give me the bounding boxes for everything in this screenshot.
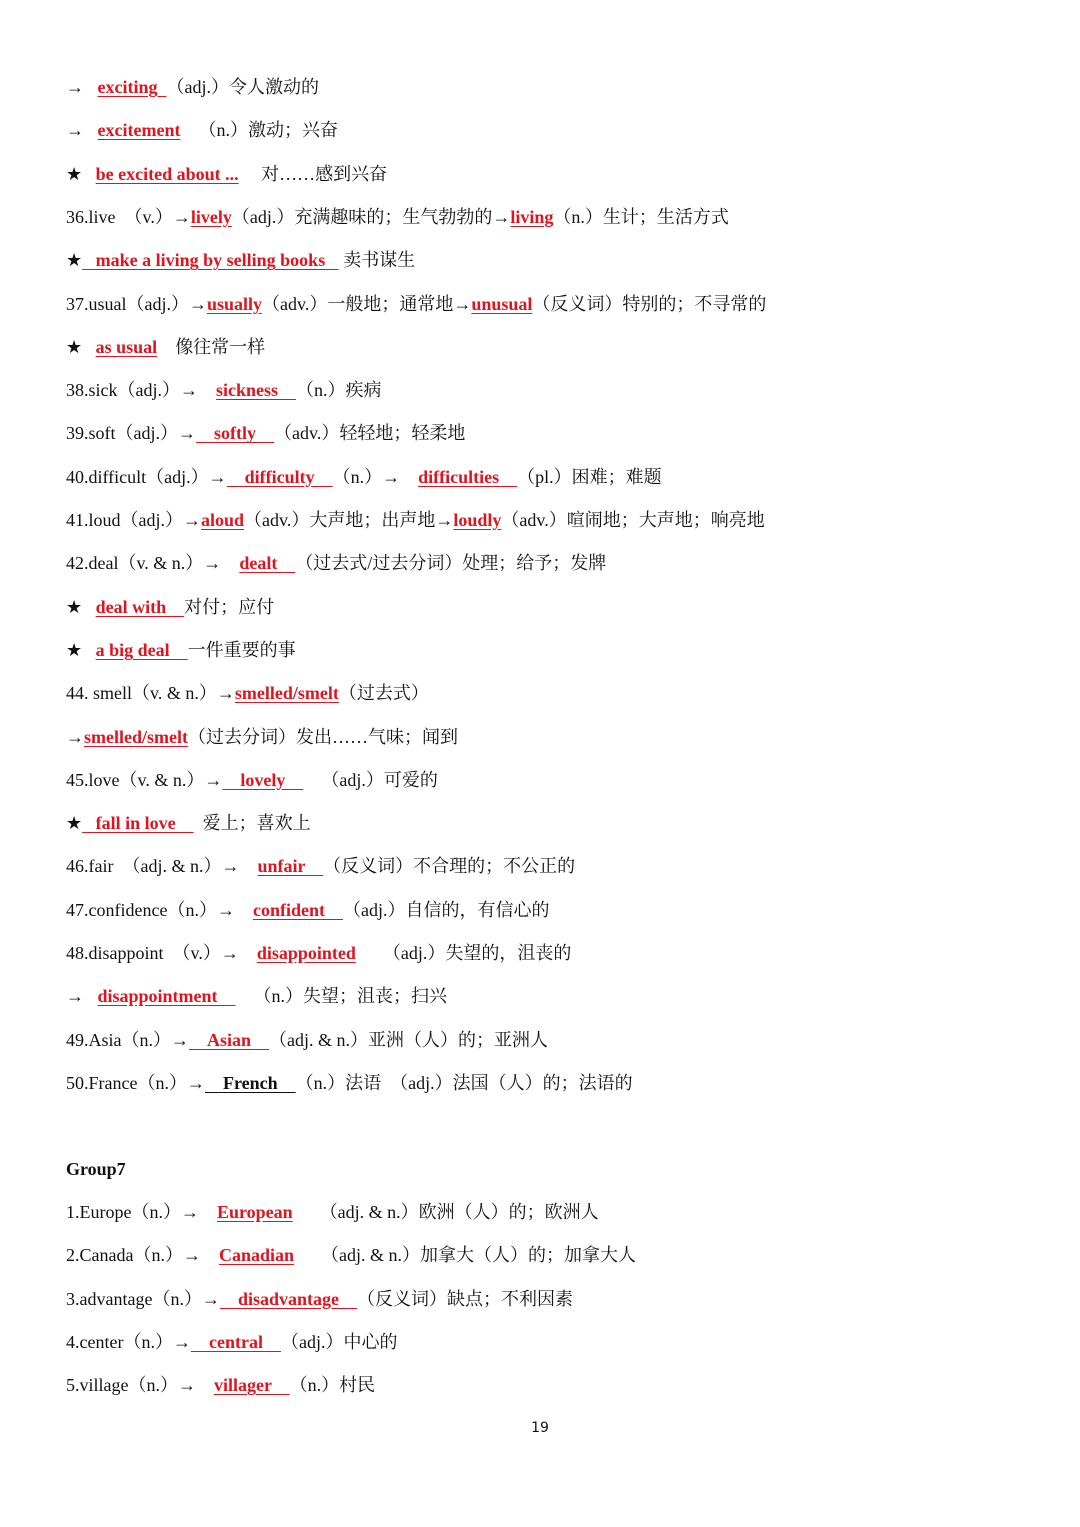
answer-text: difficulty	[226, 466, 333, 487]
line-text: 38.sick（adj.）→	[66, 380, 216, 401]
line-text: 37.usual（adj.）→	[66, 293, 207, 314]
line-text: （adj. & n.）亚洲（人）的；亚洲人	[269, 1029, 549, 1050]
vocab-line	[66, 75, 319, 99]
vocab-line	[66, 421, 465, 445]
line-text: （adv.）大声地；出声地→	[244, 510, 454, 530]
line-text: （n.）村民	[289, 1375, 376, 1396]
answer-text: sickness	[216, 380, 297, 401]
line-text: 爱上；喜欢上	[193, 813, 311, 834]
line-text: （反义词）不合理的；不公正的	[323, 856, 576, 877]
answer-text: lovely	[222, 769, 304, 790]
group-title: Group7	[66, 1159, 126, 1179]
vocab-line	[66, 854, 575, 878]
line-text: 49.Asia（n.）→	[66, 1029, 189, 1050]
line-text: （n.）激动；兴奋	[180, 120, 338, 141]
line-text: →	[66, 77, 98, 97]
answer-text: European	[216, 1202, 293, 1222]
line-text: （pl.）困难；难题	[517, 466, 662, 487]
line-text: 46.fair （adj. & n.）→	[66, 856, 258, 877]
line-text: 对……感到兴奋	[238, 163, 388, 184]
line-text: （adj. & n.）加拿大（人）的；加拿大人	[294, 1245, 637, 1266]
answer-text: smelled/smelt	[234, 683, 339, 704]
line-text: （n.）→	[332, 466, 419, 487]
vocab-line	[66, 551, 606, 575]
line-text: 4.center（n.）→	[66, 1331, 191, 1352]
line-text: 1.Europe（n.）→	[66, 1202, 217, 1222]
vocab-line	[66, 1330, 397, 1354]
line-text: （n.）生计；生活方式	[553, 206, 729, 227]
vocab-line	[66, 984, 447, 1008]
vocab-line	[66, 681, 429, 705]
line-text: （adv.）喧闹地；大声地；响亮地	[501, 510, 765, 530]
line-text: （n.）法语 （adj.）法国（人）的；法语的	[295, 1072, 633, 1093]
line-text: （n.）失望；沮丧；扫兴	[235, 986, 448, 1007]
answer-text: unfair	[257, 856, 324, 877]
vocab-line	[66, 811, 311, 835]
answer-text: central	[190, 1331, 281, 1352]
line-text: 像往常一样	[157, 336, 266, 357]
vocab-line	[66, 725, 458, 749]
vocab-line	[66, 595, 274, 619]
line-text: 对付；应付	[184, 596, 275, 617]
vocab-line	[66, 292, 766, 316]
answer-text: disappointment	[97, 986, 236, 1007]
line-text: （过去式）	[338, 683, 429, 704]
answer-text: a big deal	[95, 639, 188, 660]
vocab-line	[66, 1373, 375, 1397]
line-text: （adv.）一般地；通常地→	[262, 293, 472, 314]
line-text: 40.difficult（adj.）→	[66, 466, 227, 487]
vocab-line	[66, 768, 438, 792]
line-text: （反义词）缺点；不利因素	[357, 1288, 573, 1309]
line-text: 42.deal（v. & n.）→	[66, 553, 240, 574]
vocab-line	[66, 1071, 633, 1095]
line-text: （adj.）失望的，沮丧的	[355, 943, 572, 963]
line-text: 41.loud（adj.）→	[66, 510, 201, 530]
answer-text: be excited about ...	[95, 163, 239, 184]
line-text: （adj.）可爱的	[303, 769, 438, 790]
line-text: 卖书谋生	[338, 250, 416, 271]
line-text: 一件重要的事	[187, 639, 296, 660]
vocab-line	[66, 1200, 599, 1224]
answer-text: as usual	[95, 336, 158, 357]
answer-text: lively	[190, 206, 232, 227]
line-text: （n.）疾病	[296, 380, 382, 401]
answer-text: living	[510, 206, 554, 227]
answer-text: unusual	[471, 293, 533, 314]
answer-text: excitement	[97, 120, 181, 141]
line-text: ★	[66, 639, 96, 660]
line-text: （过去式/过去分词）处理；给予；发牌	[295, 553, 607, 574]
answer-text: French	[204, 1072, 296, 1093]
answer-text: fall in love	[82, 813, 194, 834]
answer-text: disappointed	[256, 943, 356, 963]
answer-text: loudly	[453, 510, 502, 530]
vocab-line	[66, 1028, 548, 1052]
vocab-line	[66, 118, 338, 142]
answer-text: dealt	[239, 553, 296, 574]
line-text: （adj.）中心的	[280, 1331, 398, 1352]
line-text: ★	[66, 163, 96, 184]
line-text: →	[66, 726, 84, 747]
line-text: 45.love（v. & n.）→	[66, 769, 223, 790]
vocab-line	[66, 378, 382, 402]
line-text: （adj.）令人激动的	[166, 77, 319, 97]
line-text: ★	[66, 250, 83, 271]
page-number: 19	[531, 1420, 549, 1436]
line-text: 39.soft（adj.）→	[66, 423, 196, 444]
line-text: （adj.）自信的，有信心的	[342, 899, 550, 920]
answer-text: usually	[207, 293, 263, 314]
answer-text: make a living by selling books	[82, 250, 339, 271]
answer-text: difficulties	[418, 466, 518, 487]
answer-text: exciting	[97, 77, 167, 97]
line-text: 47.confidence（n.）→	[66, 899, 253, 920]
answer-text: deal with	[95, 596, 185, 617]
line-text: 48.disappoint （v.）→	[66, 943, 257, 963]
vocab-line	[66, 465, 662, 489]
vocab-line	[66, 638, 296, 662]
line-text: （adj. & n.）欧洲（人）的；欧洲人	[292, 1202, 599, 1222]
line-text: ★	[66, 813, 83, 834]
answer-text: Asian	[189, 1029, 270, 1050]
vocab-line	[66, 248, 415, 272]
line-text: →	[66, 120, 98, 141]
answer-text: Canadian	[218, 1245, 295, 1266]
answer-text: confident	[252, 899, 343, 920]
vocab-line	[66, 941, 571, 965]
line-text: 5.village（n.）→	[66, 1375, 214, 1396]
answer-text: softly	[196, 423, 274, 444]
line-text: ★	[66, 596, 96, 617]
vocab-line	[66, 508, 765, 532]
line-text: 44. smell（v. & n.）→	[66, 683, 235, 704]
vocab-line	[66, 1287, 573, 1311]
answer-text: villager	[213, 1375, 290, 1396]
vocab-line	[66, 162, 387, 186]
answer-text: disadvantage	[219, 1288, 357, 1309]
line-text: 36.live （v.）→	[66, 206, 191, 227]
line-text: （反义词）特别的；不寻常的	[532, 293, 767, 314]
vocab-line	[66, 205, 729, 229]
line-text: （adv.）轻轻地；轻柔地	[274, 423, 466, 444]
answer-text: aloud	[201, 510, 245, 530]
vocab-line	[66, 898, 549, 922]
vocab-line	[66, 1243, 636, 1267]
vocab-line	[66, 335, 265, 359]
line-text: 3.advantage（n.）→	[66, 1288, 220, 1309]
line-text: （过去分词）发出……气味；闻到	[187, 726, 458, 747]
line-text: 50.France（n.）→	[66, 1072, 205, 1093]
line-text: ★	[66, 336, 96, 357]
answer-text: smelled/smelt	[84, 726, 188, 747]
line-text: 2.Canada（n.）→	[66, 1245, 219, 1266]
line-text: →	[66, 986, 98, 1007]
line-text: （adj.）充满趣味的；生气勃勃的→	[231, 206, 511, 227]
